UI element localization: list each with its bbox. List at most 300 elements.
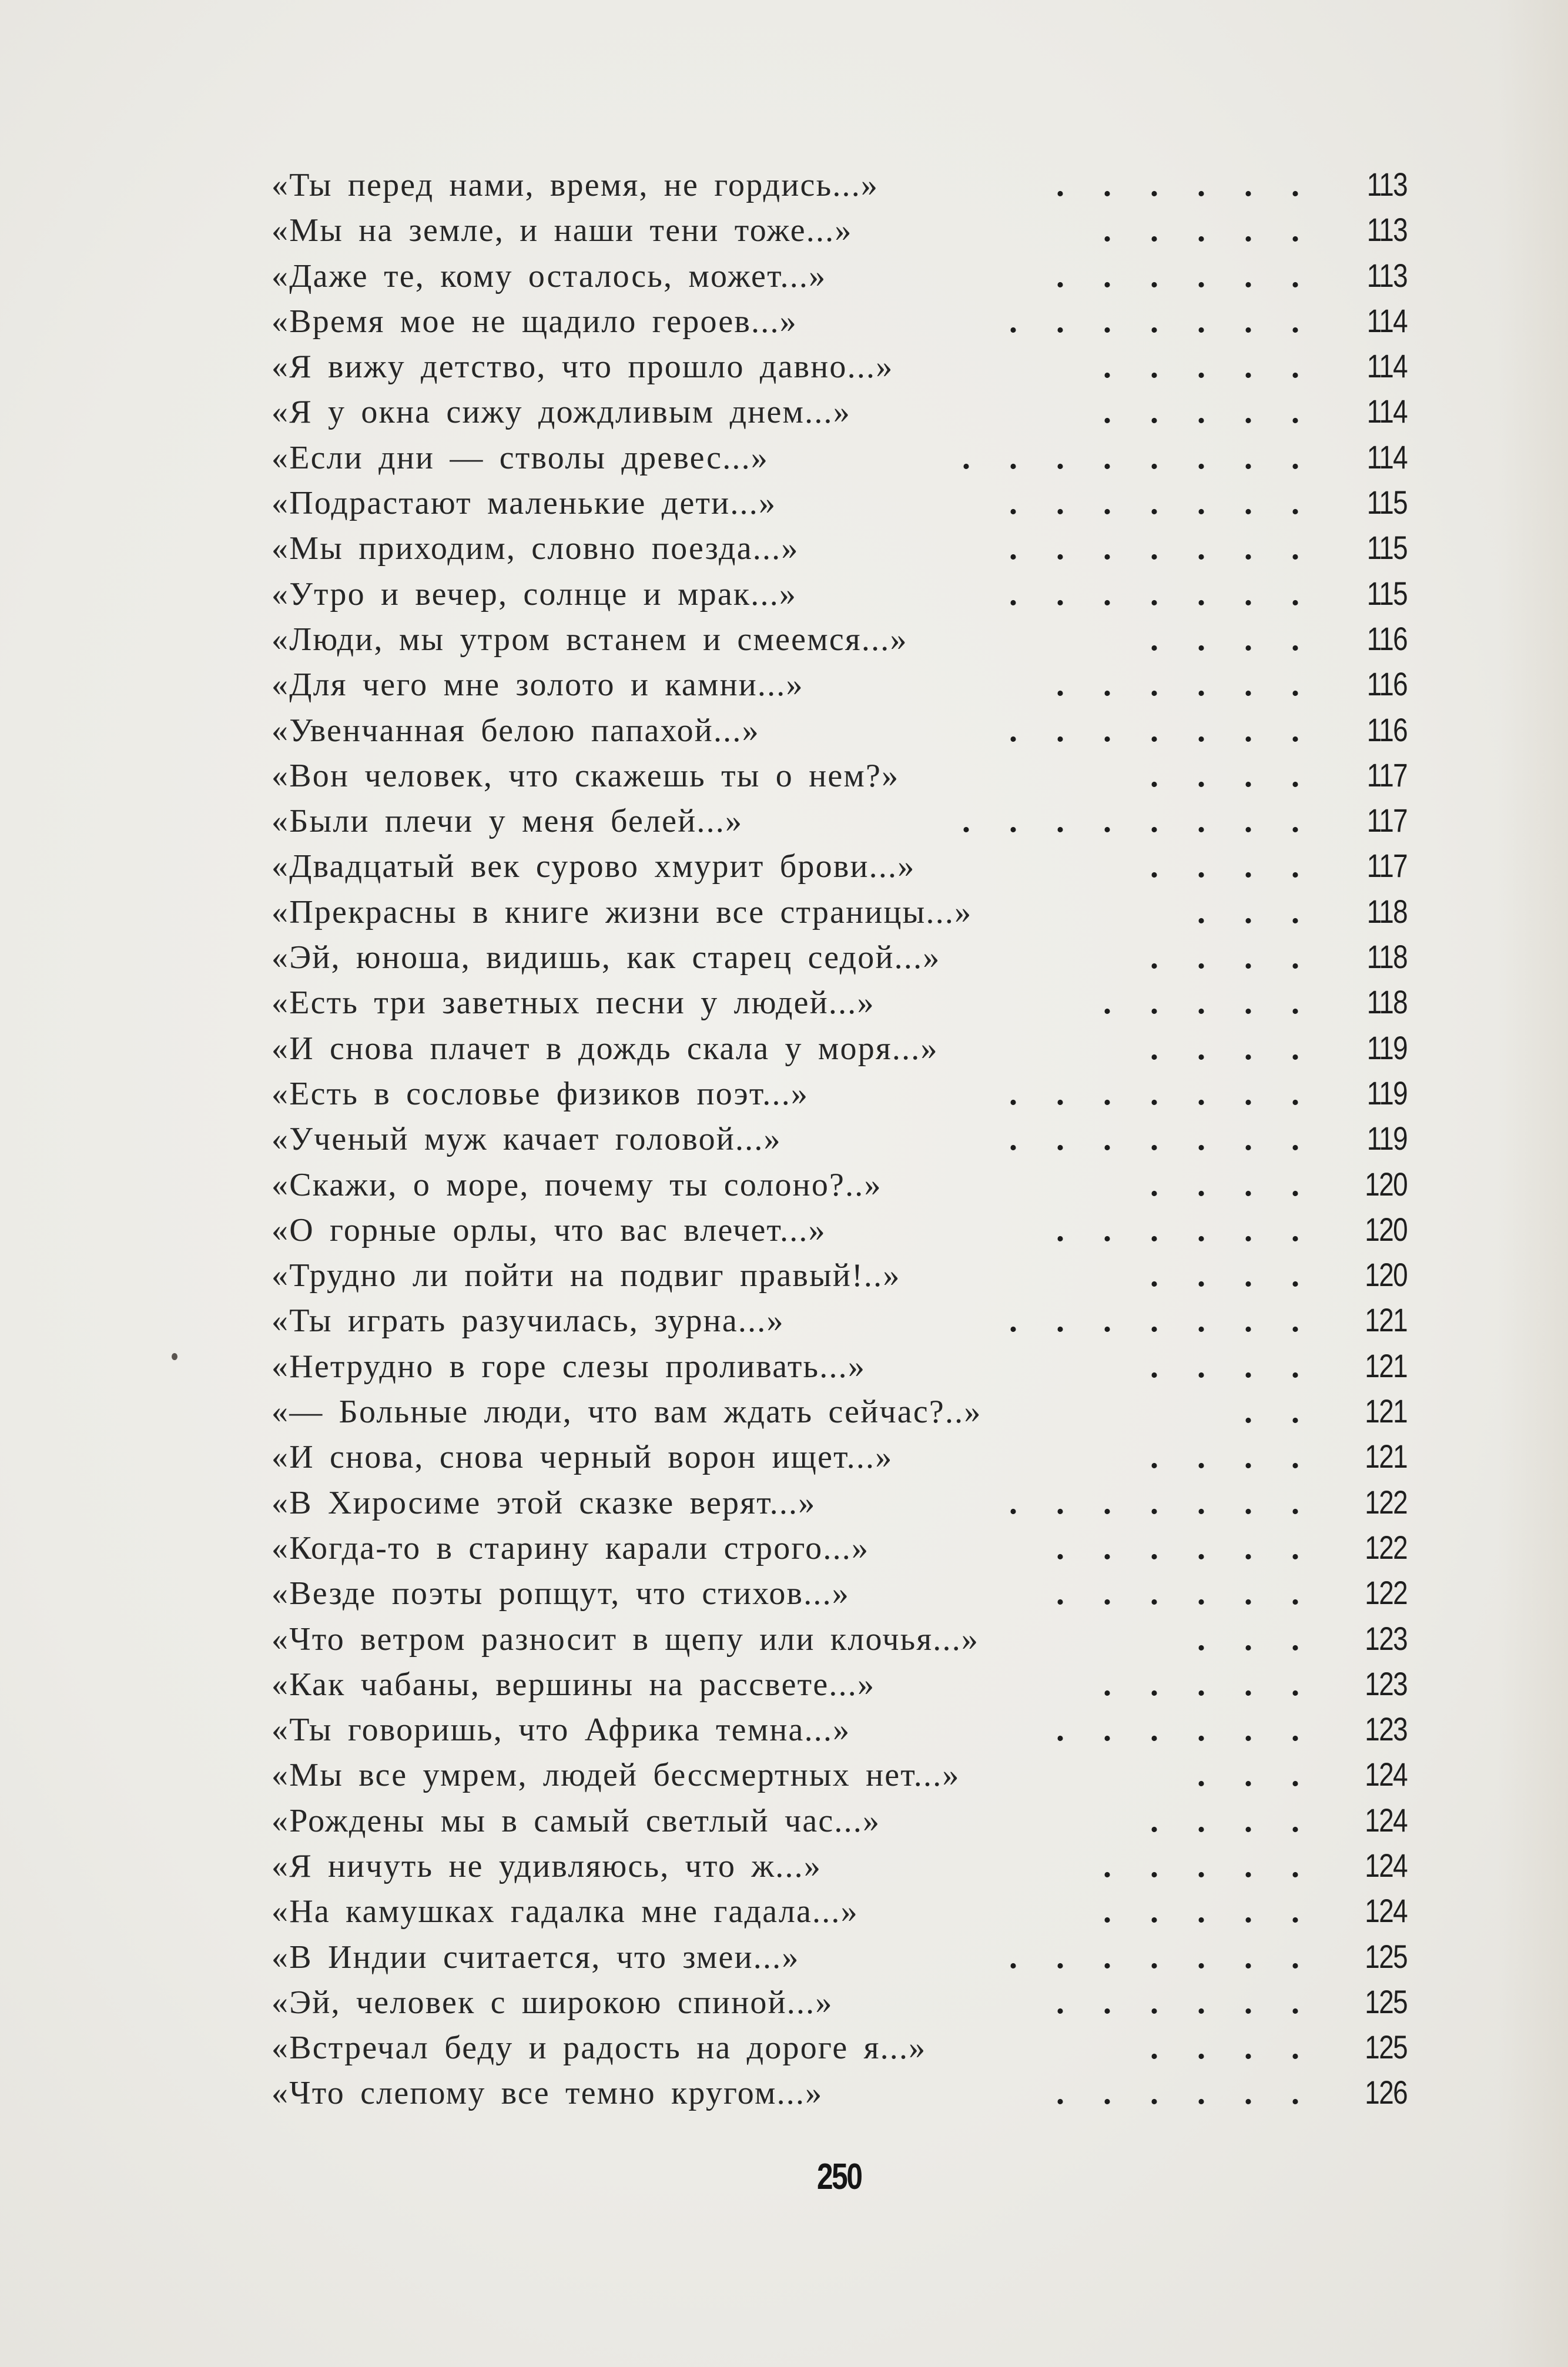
leader-dot: . (1197, 1348, 1205, 1385)
leader-dot: . (1197, 1439, 1205, 1476)
toc-entry-page: 126 (1365, 2074, 1407, 2111)
toc-entry (272, 1843, 1407, 1888)
leader-dot: . (1103, 1984, 1111, 2021)
leader-dot: . (1056, 803, 1064, 840)
leader-dot: . (1103, 2075, 1111, 2112)
leader-dot: . (1244, 939, 1252, 976)
leader-dot: . (1150, 1030, 1158, 1067)
toc-entry-page: 115 (1366, 484, 1407, 521)
toc-entry-title: «Даже те, кому осталось, может...» (272, 257, 827, 294)
page-edge-shading (1497, 0, 1568, 2367)
leader-dot: . (1244, 1439, 1252, 1476)
leader-dot: . (1197, 1893, 1205, 1930)
leader-dot: . (1244, 485, 1252, 522)
toc-entry (272, 525, 1407, 570)
leader-dot: . (1056, 1939, 1064, 1976)
toc-entry (272, 1070, 1407, 1116)
leader-dot: . (1244, 1802, 1252, 1839)
leader-dot: . (1197, 1075, 1205, 1112)
toc-entry (272, 343, 1407, 389)
leader-dot: . (1244, 621, 1252, 658)
leader-dot: . (1197, 1211, 1205, 1248)
leader-dot: . (1150, 1893, 1158, 1930)
leader-dot: . (1291, 1529, 1299, 1566)
toc-entry-page: 118 (1366, 983, 1407, 1021)
leader-dot: . (1291, 667, 1299, 704)
toc-dot-leader (776, 481, 1342, 526)
leader-dot: . (1291, 167, 1299, 203)
leader-dot: . (1197, 1984, 1205, 2021)
leader-dot: . (1150, 2075, 1158, 2112)
toc-entry-page: 122 (1365, 1528, 1407, 1566)
leader-dot: . (1103, 667, 1111, 704)
leader-dot: . (1197, 1757, 1205, 1794)
leader-dot: . (1244, 575, 1252, 612)
toc-dot-leader (782, 1117, 1342, 1162)
toc-dot-leader (799, 526, 1342, 571)
leader-dot: . (1009, 1484, 1017, 1521)
toc-dot-leader (851, 390, 1342, 435)
toc-entry-page: 120 (1365, 1256, 1407, 1294)
toc-entry-page: 124 (1365, 1801, 1407, 1839)
leader-dot: . (1244, 1984, 1252, 2021)
toc-entry-page: 115 (1366, 529, 1407, 567)
toc-entry-page: 121 (1365, 1438, 1407, 1475)
leader-dot: . (1197, 575, 1205, 612)
leader-dot: . (1103, 985, 1111, 1022)
leader-dot: . (1291, 257, 1299, 294)
leader-dot: . (1009, 575, 1017, 612)
leader-dot: . (1056, 1712, 1064, 1749)
leader-dot: . (1197, 2075, 1205, 2112)
toc-entry (272, 1025, 1407, 1070)
leader-dot: . (1244, 1893, 1252, 1930)
leader-dot: . (1150, 2030, 1158, 2067)
leader-dot: . (1150, 757, 1158, 794)
toc-entry (272, 1434, 1407, 1479)
toc-entry (272, 661, 1407, 707)
leader-dot: . (1244, 1121, 1252, 1158)
leader-dot: . (1103, 1211, 1111, 1248)
toc-dot-leader (875, 980, 1342, 1026)
toc-entry-page: 118 (1366, 938, 1407, 976)
toc-entry (272, 162, 1407, 207)
toc-dot-leader (939, 1026, 1342, 1072)
toc-entry (272, 979, 1407, 1025)
toc-entry (272, 752, 1407, 798)
leader-dot: . (1244, 1166, 1252, 1203)
leader-dot: . (1197, 212, 1205, 249)
leader-dot: . (1244, 212, 1252, 249)
leader-dot: . (1291, 1257, 1299, 1294)
leader-dot: . (1291, 530, 1299, 567)
toc-entry-title: «Утро и вечер, солнце и мрак...» (272, 575, 798, 612)
toc-entry-page: 118 (1366, 892, 1407, 930)
leader-dot: . (1244, 394, 1252, 431)
toc-entry-page: 114 (1366, 393, 1407, 430)
toc-dot-leader (743, 799, 1342, 844)
toc-entry-title: «Я у окна сижу дождливым днем...» (272, 394, 851, 431)
toc-entry-page: 124 (1365, 1846, 1407, 1884)
leader-dot: . (1103, 1893, 1111, 1930)
leader-dot: . (1244, 1847, 1252, 1884)
leader-dot: . (1103, 530, 1111, 567)
leader-dot: . (1291, 939, 1299, 976)
leader-dot: . (1291, 1757, 1299, 1794)
leader-dot: . (1150, 1348, 1158, 1385)
leader-dot: . (1291, 1121, 1299, 1158)
leader-dot: . (1197, 1575, 1205, 1612)
toc-entry-title: «На камушках гадалка мне гадала...» (272, 1893, 859, 1930)
leader-dot: . (1291, 1484, 1299, 1521)
leader-dot: . (1150, 667, 1158, 704)
leader-dot: . (962, 439, 970, 476)
toc-entry-page: 116 (1366, 620, 1407, 657)
leader-dot: . (1291, 349, 1299, 386)
toc-entry-page: 115 (1366, 574, 1407, 612)
leader-dot: . (1197, 848, 1205, 885)
toc-entry (272, 1706, 1407, 1752)
leader-dot: . (1150, 1802, 1158, 1839)
toc-dot-leader (926, 2025, 1342, 2071)
toc-entry (272, 1207, 1407, 1252)
toc-dot-leader (893, 344, 1342, 390)
leader-dot: . (1103, 303, 1111, 340)
toc-entry-page: 125 (1365, 2028, 1407, 2066)
leader-dot: . (1244, 1030, 1252, 1067)
page-number: 250 (817, 2157, 862, 2197)
leader-dot: . (1197, 1257, 1205, 1294)
leader-dot: . (1244, 530, 1252, 567)
leader-dot: . (1103, 485, 1111, 522)
toc-entry-title: «Для чего мне золото и камни...» (272, 667, 804, 704)
leader-dot: . (1244, 985, 1252, 1022)
leader-dot: . (1150, 1575, 1158, 1612)
toc-entry (272, 616, 1407, 661)
leader-dot: . (1103, 167, 1111, 203)
leader-dot: . (1056, 1529, 1064, 1566)
leader-dot: . (1244, 1666, 1252, 1703)
toc-entry-title: «Мы все умрем, людей бессмертных нет...» (272, 1757, 960, 1794)
leader-dot: . (1197, 530, 1205, 567)
toc-dot-leader (833, 1980, 1342, 2025)
toc-entry-page: 123 (1365, 1665, 1407, 1702)
toc-entry-page: 119 (1366, 1029, 1407, 1066)
leader-dot: . (1103, 1847, 1111, 1884)
leader-dot: . (1150, 1257, 1158, 1294)
leader-dot: . (1056, 167, 1064, 203)
leader-dot: . (1009, 1939, 1017, 1976)
toc-entry (272, 1797, 1407, 1843)
leader-dot: . (1056, 575, 1064, 612)
leader-dot: . (1291, 1303, 1299, 1340)
toc-entry-title: «Были плечи у меня белей...» (272, 803, 743, 840)
toc-entry (272, 1525, 1407, 1570)
leader-dot: . (1056, 712, 1064, 749)
leader-dot: . (1150, 439, 1158, 476)
toc-entry (272, 1661, 1407, 1706)
leader-dot: . (1291, 212, 1299, 249)
toc-dot-leader (859, 1889, 1342, 1934)
toc-dot-leader (823, 2071, 1342, 2116)
leader-dot: . (1291, 394, 1299, 431)
leader-dot: . (1103, 1666, 1111, 1703)
toc-dot-leader (893, 1435, 1342, 1480)
leader-dot: . (1056, 257, 1064, 294)
leader-dot: . (1056, 1984, 1064, 2021)
leader-dot: . (1197, 757, 1205, 794)
leader-dot: . (1197, 394, 1205, 431)
leader-dot: . (1197, 1666, 1205, 1703)
leader-dot: . (1291, 1939, 1299, 1976)
leader-dot: . (1150, 575, 1158, 612)
leader-dot: . (1150, 485, 1158, 522)
toc-entry-title: «Мы приходим, словно поезда...» (272, 530, 799, 567)
leader-dot: . (1056, 1484, 1064, 1521)
leader-dot: . (1197, 621, 1205, 658)
leader-dot: . (1291, 485, 1299, 522)
toc-dot-leader (797, 572, 1342, 617)
toc-dot-leader (804, 662, 1342, 708)
leader-dot: . (1291, 1439, 1299, 1476)
toc-entry (272, 571, 1407, 616)
toc-entry-page: 113 (1366, 166, 1407, 203)
toc-entry-page: 125 (1365, 1983, 1407, 2020)
leader-dot: . (1150, 1712, 1158, 1749)
toc-entry (272, 389, 1407, 434)
leader-dot: . (1244, 712, 1252, 749)
leader-dot: . (1291, 621, 1299, 658)
leader-dot: . (1103, 394, 1111, 431)
toc-entry-title: «Есть три заветных песни у людей...» (272, 985, 875, 1022)
leader-dot: . (1150, 803, 1158, 840)
toc-entry (272, 934, 1407, 979)
leader-dot: . (1244, 848, 1252, 885)
leader-dot: . (1009, 1121, 1017, 1158)
toc-entry-title: «В Индии считается, что змеи...» (272, 1939, 800, 1976)
toc-entry-title: «В Хиросиме этой сказке верят...» (272, 1484, 816, 1521)
toc-entry-title: «Я ничуть не удивляюсь, что ж...» (272, 1847, 822, 1884)
leader-dot: . (1244, 439, 1252, 476)
leader-dot: . (1291, 803, 1299, 840)
leader-dot: . (1197, 1166, 1205, 1203)
leader-dot: . (1103, 257, 1111, 294)
leader-dot: . (1103, 439, 1111, 476)
toc-entry (272, 207, 1407, 252)
leader-dot: . (1291, 1802, 1299, 1839)
toc-entry-page: 121 (1365, 1347, 1407, 1384)
leader-dot: . (1009, 1075, 1017, 1112)
toc-entry-title: «Как чабаны, вершины на рассвете...» (272, 1666, 876, 1703)
toc-entry-page: 122 (1365, 1574, 1407, 1612)
toc-entry (272, 298, 1407, 343)
leader-dot: . (1197, 1939, 1205, 1976)
toc-entry-page: 114 (1366, 347, 1407, 385)
leader-dot: . (1009, 485, 1017, 522)
toc-dot-leader (769, 436, 1342, 481)
leader-dot: . (1244, 1712, 1252, 1749)
leader-dot: . (1056, 1575, 1064, 1612)
toc-entry-page: 114 (1366, 438, 1407, 476)
leader-dot: . (1291, 1211, 1299, 1248)
leader-dot: . (1150, 212, 1158, 249)
toc-entry-title: «Есть в сословье физиков поэт...» (272, 1075, 809, 1112)
leader-dot: . (1150, 1166, 1158, 1203)
leader-dot: . (1056, 2075, 1064, 2112)
leader-dot: . (1244, 1348, 1252, 1385)
leader-dot: . (1056, 1303, 1064, 1340)
toc-entry-title: «Эй, человек с широкою спиной...» (272, 1984, 833, 2021)
leader-dot: . (1197, 1484, 1205, 1521)
leader-dot: . (1197, 1802, 1205, 1839)
toc-entry-page: 116 (1366, 711, 1407, 748)
leader-dot: . (1103, 803, 1111, 840)
toc-dot-leader (850, 1708, 1342, 1753)
toc-dot-leader (972, 890, 1342, 935)
leader-dot: . (1103, 212, 1111, 249)
leader-dot: . (1291, 757, 1299, 794)
toc-entry-page: 120 (1365, 1165, 1407, 1203)
leader-dot: . (1056, 1211, 1064, 1248)
toc-entry-page: 120 (1365, 1210, 1407, 1248)
toc-entry (272, 1979, 1407, 2024)
toc-dot-leader (800, 1935, 1342, 1980)
leader-dot: . (1056, 439, 1064, 476)
leader-dot: . (1150, 1211, 1158, 1248)
leader-dot: . (1150, 349, 1158, 386)
toc-dot-leader (869, 1526, 1342, 1571)
leader-dot: . (1056, 667, 1064, 704)
leader-dot: . (1103, 349, 1111, 386)
leader-dot: . (1150, 257, 1158, 294)
ink-speck (172, 1353, 177, 1360)
leader-dot: . (1103, 1939, 1111, 1976)
leader-dot: . (1150, 1847, 1158, 1884)
toc-dot-leader (915, 844, 1342, 889)
leader-dot: . (1244, 1529, 1252, 1566)
toc-dot-leader (960, 1753, 1342, 1798)
toc-entry-title: «Встречал беду и радость на дороге я...» (272, 2030, 927, 2067)
leader-dot: . (1244, 757, 1252, 794)
leader-dot: . (1150, 530, 1158, 567)
toc-entry-page: 119 (1366, 1074, 1407, 1111)
leader-dot: . (1244, 1575, 1252, 1612)
toc-entry-page: 119 (1366, 1120, 1407, 1157)
leader-dot: . (1291, 303, 1299, 340)
toc-entry-title: «Мы на земле, и наши тени тоже...» (272, 212, 853, 249)
toc-dot-leader (826, 254, 1342, 299)
table-of-contents (272, 162, 1407, 2115)
toc-entry (272, 1343, 1407, 1388)
toc-entry-title: «Вон человек, что скажешь ты о нем?» (272, 757, 900, 794)
toc-entry (272, 1888, 1407, 1933)
leader-dot: . (1291, 575, 1299, 612)
leader-dot: . (1291, 1712, 1299, 1749)
leader-dot: . (1197, 2030, 1205, 2067)
leader-dot: . (1009, 530, 1017, 567)
toc-entry-title: «Двадцатый век сурово хмурит брови...» (272, 848, 916, 885)
toc-entry-page: 114 (1366, 302, 1407, 339)
toc-dot-leader (880, 1799, 1342, 1844)
toc-entry-page: 125 (1365, 1937, 1407, 1975)
leader-dot: . (1291, 439, 1299, 476)
leader-dot: . (1103, 1484, 1111, 1521)
toc-dot-leader (798, 299, 1342, 344)
toc-entry (272, 798, 1407, 843)
leader-dot: . (1150, 1666, 1158, 1703)
toc-entry-title: «Что ветром разносит в щепу или клочья...» (272, 1621, 980, 1658)
toc-dot-leader (760, 708, 1342, 754)
leader-dot: . (1197, 667, 1205, 704)
toc-entry-page: 117 (1366, 802, 1407, 839)
toc-entry-page: 117 (1366, 756, 1407, 794)
leader-dot: . (1150, 621, 1158, 658)
toc-entry (272, 1252, 1407, 1297)
leader-dot: . (1103, 1303, 1111, 1340)
toc-entry-title: «Ты играть разучилась, зурна...» (272, 1303, 785, 1340)
leader-dot: . (1291, 1166, 1299, 1203)
leader-dot: . (1291, 893, 1299, 930)
leader-dot: . (1291, 1348, 1299, 1385)
toc-entry-page: 123 (1365, 1710, 1407, 1748)
leader-dot: . (1197, 167, 1205, 203)
toc-entry-page: 124 (1365, 1756, 1407, 1793)
leader-dot: . (1150, 1939, 1158, 1976)
leader-dot: . (1291, 1394, 1299, 1431)
leader-dot: . (1009, 1303, 1017, 1340)
leader-dot: . (1009, 803, 1017, 840)
toc-entry-title: «Трудно ли пойти на подвиг правый!..» (272, 1257, 901, 1294)
leader-dot: . (1244, 303, 1252, 340)
toc-dot-leader (853, 208, 1342, 253)
leader-dot: . (1103, 1529, 1111, 1566)
toc-dot-leader (875, 1662, 1342, 1708)
toc-entry (272, 1616, 1407, 1661)
leader-dot: . (1197, 257, 1205, 294)
toc-entry (272, 1388, 1407, 1434)
leader-dot: . (1197, 1712, 1205, 1749)
toc-dot-leader (899, 754, 1342, 799)
toc-dot-leader (901, 1253, 1342, 1298)
leader-dot: . (1197, 803, 1205, 840)
leader-dot: . (1197, 1121, 1205, 1158)
leader-dot: . (1197, 893, 1205, 930)
toc-entry-page: 124 (1365, 1892, 1407, 1930)
toc-dot-leader (979, 1617, 1342, 1662)
toc-entry-title: «И снова, снова черный ворон ищет...» (272, 1439, 893, 1476)
leader-dot: . (1291, 1575, 1299, 1612)
leader-dot: . (1244, 1939, 1252, 1976)
leader-dot: . (1244, 803, 1252, 840)
leader-dot: . (1150, 1439, 1158, 1476)
leader-dot: . (1103, 575, 1111, 612)
leader-dot: . (1056, 485, 1064, 522)
toc-entry-title: «Везде поэты ропщут, что стихов...» (272, 1575, 850, 1612)
leader-dot: . (1197, 303, 1205, 340)
toc-dot-leader (908, 617, 1342, 662)
leader-dot: . (1150, 985, 1158, 1022)
toc-entry-title: «Эй, юноша, видишь, как старец седой...» (272, 939, 941, 976)
toc-entry (272, 253, 1407, 298)
toc-entry-title: «О горные орлы, что вас влечет...» (272, 1211, 826, 1248)
leader-dot: . (1150, 939, 1158, 976)
leader-dot: . (1244, 1757, 1252, 1794)
leader-dot: . (962, 803, 970, 840)
toc-entry-title: «Рождены мы в самый светлый час...» (272, 1802, 881, 1839)
leader-dot: . (1009, 712, 1017, 749)
leader-dot: . (1244, 667, 1252, 704)
leader-dot: . (1150, 167, 1158, 203)
